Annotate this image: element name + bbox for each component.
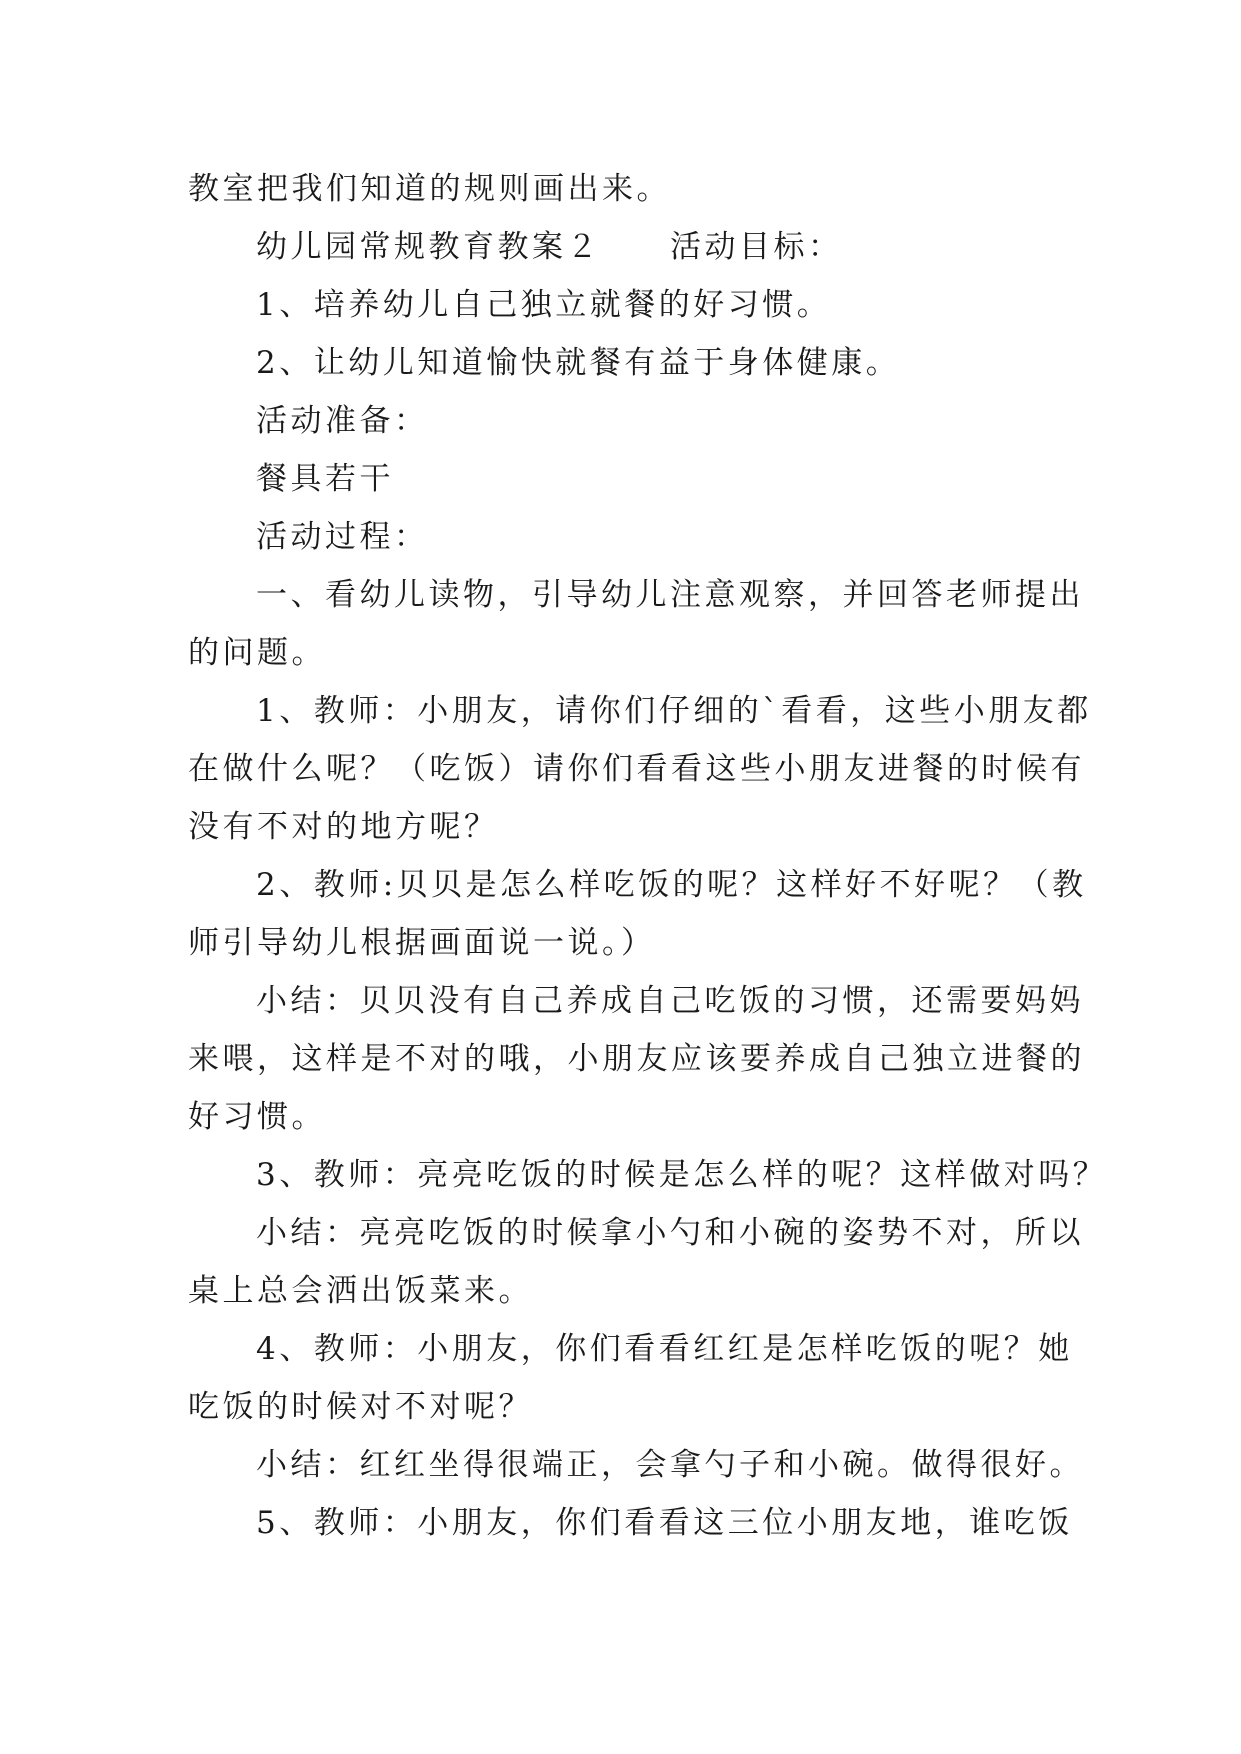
paragraph-line: 在做什么呢？（吃饭）请你们看看这些小朋友进餐的时候有	[188, 751, 1085, 787]
paragraph-line: 1、教师：小朋友，请你们仔细的`看看，这些小朋友都	[256, 693, 1092, 729]
paragraph-line: 小结：贝贝没有自己养成自己吃饭的习惯，还需要妈妈	[256, 983, 1084, 1019]
paragraph-line: 3、教师：亮亮吃饭的时候是怎么样的呢？这样做对吗？	[256, 1157, 1108, 1193]
paragraph-line: 小结：亮亮吃饭的时候拿小勺和小碗的姿势不对，所以	[256, 1215, 1084, 1251]
paragraph-line: 桌上总会洒出饭菜来。	[188, 1273, 533, 1309]
lesson-plan-heading: 幼儿园常规教育教案２ 活动目标：	[256, 229, 843, 265]
goal-item-1: 1、培养幼儿自己独立就餐的好习惯。	[256, 287, 832, 323]
paragraph-line: 4、教师：小朋友，你们看看红红是怎样吃饭的呢？她	[256, 1331, 1073, 1367]
paragraph-line: 一、看幼儿读物，引导幼儿注意观察，并回答老师提出	[256, 577, 1084, 613]
preparation-item: 餐具若干	[256, 461, 394, 497]
document-body	[188, 160, 1108, 1552]
paragraph-line: 教室把我们知道的规则画出来。	[188, 171, 671, 207]
paragraph-line: 师引导幼儿根据画面说一说。）	[188, 925, 656, 961]
goal-item-2: 2、让幼儿知道愉快就餐有益于身体健康。	[256, 345, 901, 381]
paragraph-line: 吃饭的时候对不对呢？	[188, 1389, 533, 1425]
paragraph-line: 没有不对的地方呢？	[188, 809, 499, 845]
paragraph-line: 来喂，这样是不对的哦，小朋友应该要养成自己独立进餐的	[188, 1041, 1085, 1077]
section-heading-preparation: 活动准备：	[256, 403, 429, 439]
paragraph-line: 2、教师:贝贝是怎么样吃饭的呢？这样好不好呢？（教	[256, 867, 1087, 903]
paragraph-line: 好习惯。	[188, 1099, 326, 1135]
paragraph-line: 的问题。	[188, 635, 326, 671]
paragraph-line: 小结：红红坐得很端正，会拿勺子和小碗。做得很好。	[256, 1447, 1084, 1483]
paragraph-line: 5、教师：小朋友，你们看看这三位小朋友地，谁吃饭	[256, 1505, 1073, 1541]
section-heading-process: 活动过程：	[256, 519, 429, 555]
